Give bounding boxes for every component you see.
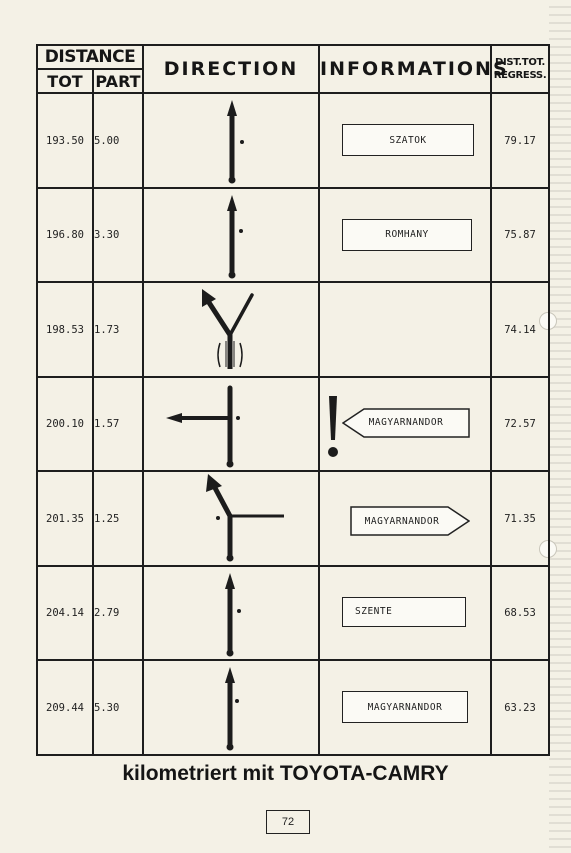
header-direction: DIRECTION [143, 45, 319, 93]
distance-partial: 3.30 [93, 188, 143, 283]
distance-partial: 2.79 [93, 566, 143, 661]
signpost: SZENTE [342, 597, 466, 627]
distance-regress: 71.35 [491, 471, 549, 566]
distance-total: 196.80 [37, 188, 93, 283]
fork-keep-left-icon [144, 283, 320, 377]
distance-partial: 1.73 [93, 282, 143, 377]
table-row [37, 282, 549, 377]
straight-ahead-arrow-icon [144, 94, 320, 188]
distance-partial: 1.25 [93, 471, 143, 566]
signpost-label: MAGYARNANDOR [364, 515, 440, 527]
direction-cell [143, 377, 319, 472]
distance-regress: 74.14 [491, 282, 549, 377]
caution-exclamation-icon [326, 396, 340, 460]
information-cell [319, 282, 491, 377]
header-dist-tot: DIST.TOT. [494, 57, 546, 69]
signpost-arrow-right [350, 506, 470, 536]
distance-total: 198.53 [37, 282, 93, 377]
direction-cell [143, 566, 319, 661]
direction-cell [143, 471, 319, 566]
table-row [37, 660, 549, 755]
distance-regress: 72.57 [491, 377, 549, 472]
information-cell [319, 188, 491, 283]
information-cell [319, 93, 491, 188]
distance-regress: 68.53 [491, 566, 549, 661]
distance-regress: 79.17 [491, 93, 549, 188]
signpost: SZATOK [342, 124, 474, 156]
signpost: ROMHANY [342, 219, 472, 251]
distance-partial: 5.00 [93, 93, 143, 188]
distance-total: 204.14 [37, 566, 93, 661]
header-informations: INFORMATIONS [319, 45, 491, 93]
table-row [37, 471, 549, 566]
direction-cell [143, 282, 319, 377]
signpost-label: MAGYARNANDOR [368, 417, 444, 429]
footer-caption: kilometriert mit TOYOTA-CAMRY [122, 762, 449, 785]
table-row [37, 377, 549, 472]
table-row [37, 188, 549, 283]
straight-ahead-arrow-icon [144, 567, 320, 661]
distance-partial: 1.57 [93, 377, 143, 472]
information-cell [319, 471, 491, 566]
junction-bear-left-icon [144, 472, 320, 566]
information-cell [319, 566, 491, 661]
header-distance: DISTANCE [37, 45, 143, 69]
table-row [37, 93, 549, 188]
signpost-arrow-left [342, 408, 470, 438]
signpost: MAGYARNANDOR [342, 691, 468, 723]
straight-ahead-arrow-icon [144, 189, 320, 283]
distance-partial: 5.30 [93, 660, 143, 755]
information-cell [319, 377, 491, 472]
information-cell [319, 660, 491, 755]
straight-ahead-arrow-icon [144, 661, 320, 755]
header-dist-tot-regress [491, 45, 549, 93]
distance-regress: 75.87 [491, 188, 549, 283]
header-part: PART [93, 69, 143, 93]
header-row [37, 45, 549, 69]
direction-cell [143, 93, 319, 188]
roadbook-table [36, 44, 550, 756]
distance-regress: 63.23 [491, 660, 549, 755]
table-row [37, 566, 549, 661]
distance-total: 209.44 [37, 660, 93, 755]
header-regress: REGRESS. [493, 70, 547, 82]
distance-total: 201.35 [37, 471, 93, 566]
page-number: 72 [266, 810, 310, 834]
header-tot: TOT [37, 69, 93, 93]
turn-left-arrow-icon [144, 378, 320, 472]
distance-total: 200.10 [37, 377, 93, 472]
direction-cell [143, 660, 319, 755]
spiral-binding [549, 0, 571, 853]
direction-cell [143, 188, 319, 283]
distance-total: 193.50 [37, 93, 93, 188]
